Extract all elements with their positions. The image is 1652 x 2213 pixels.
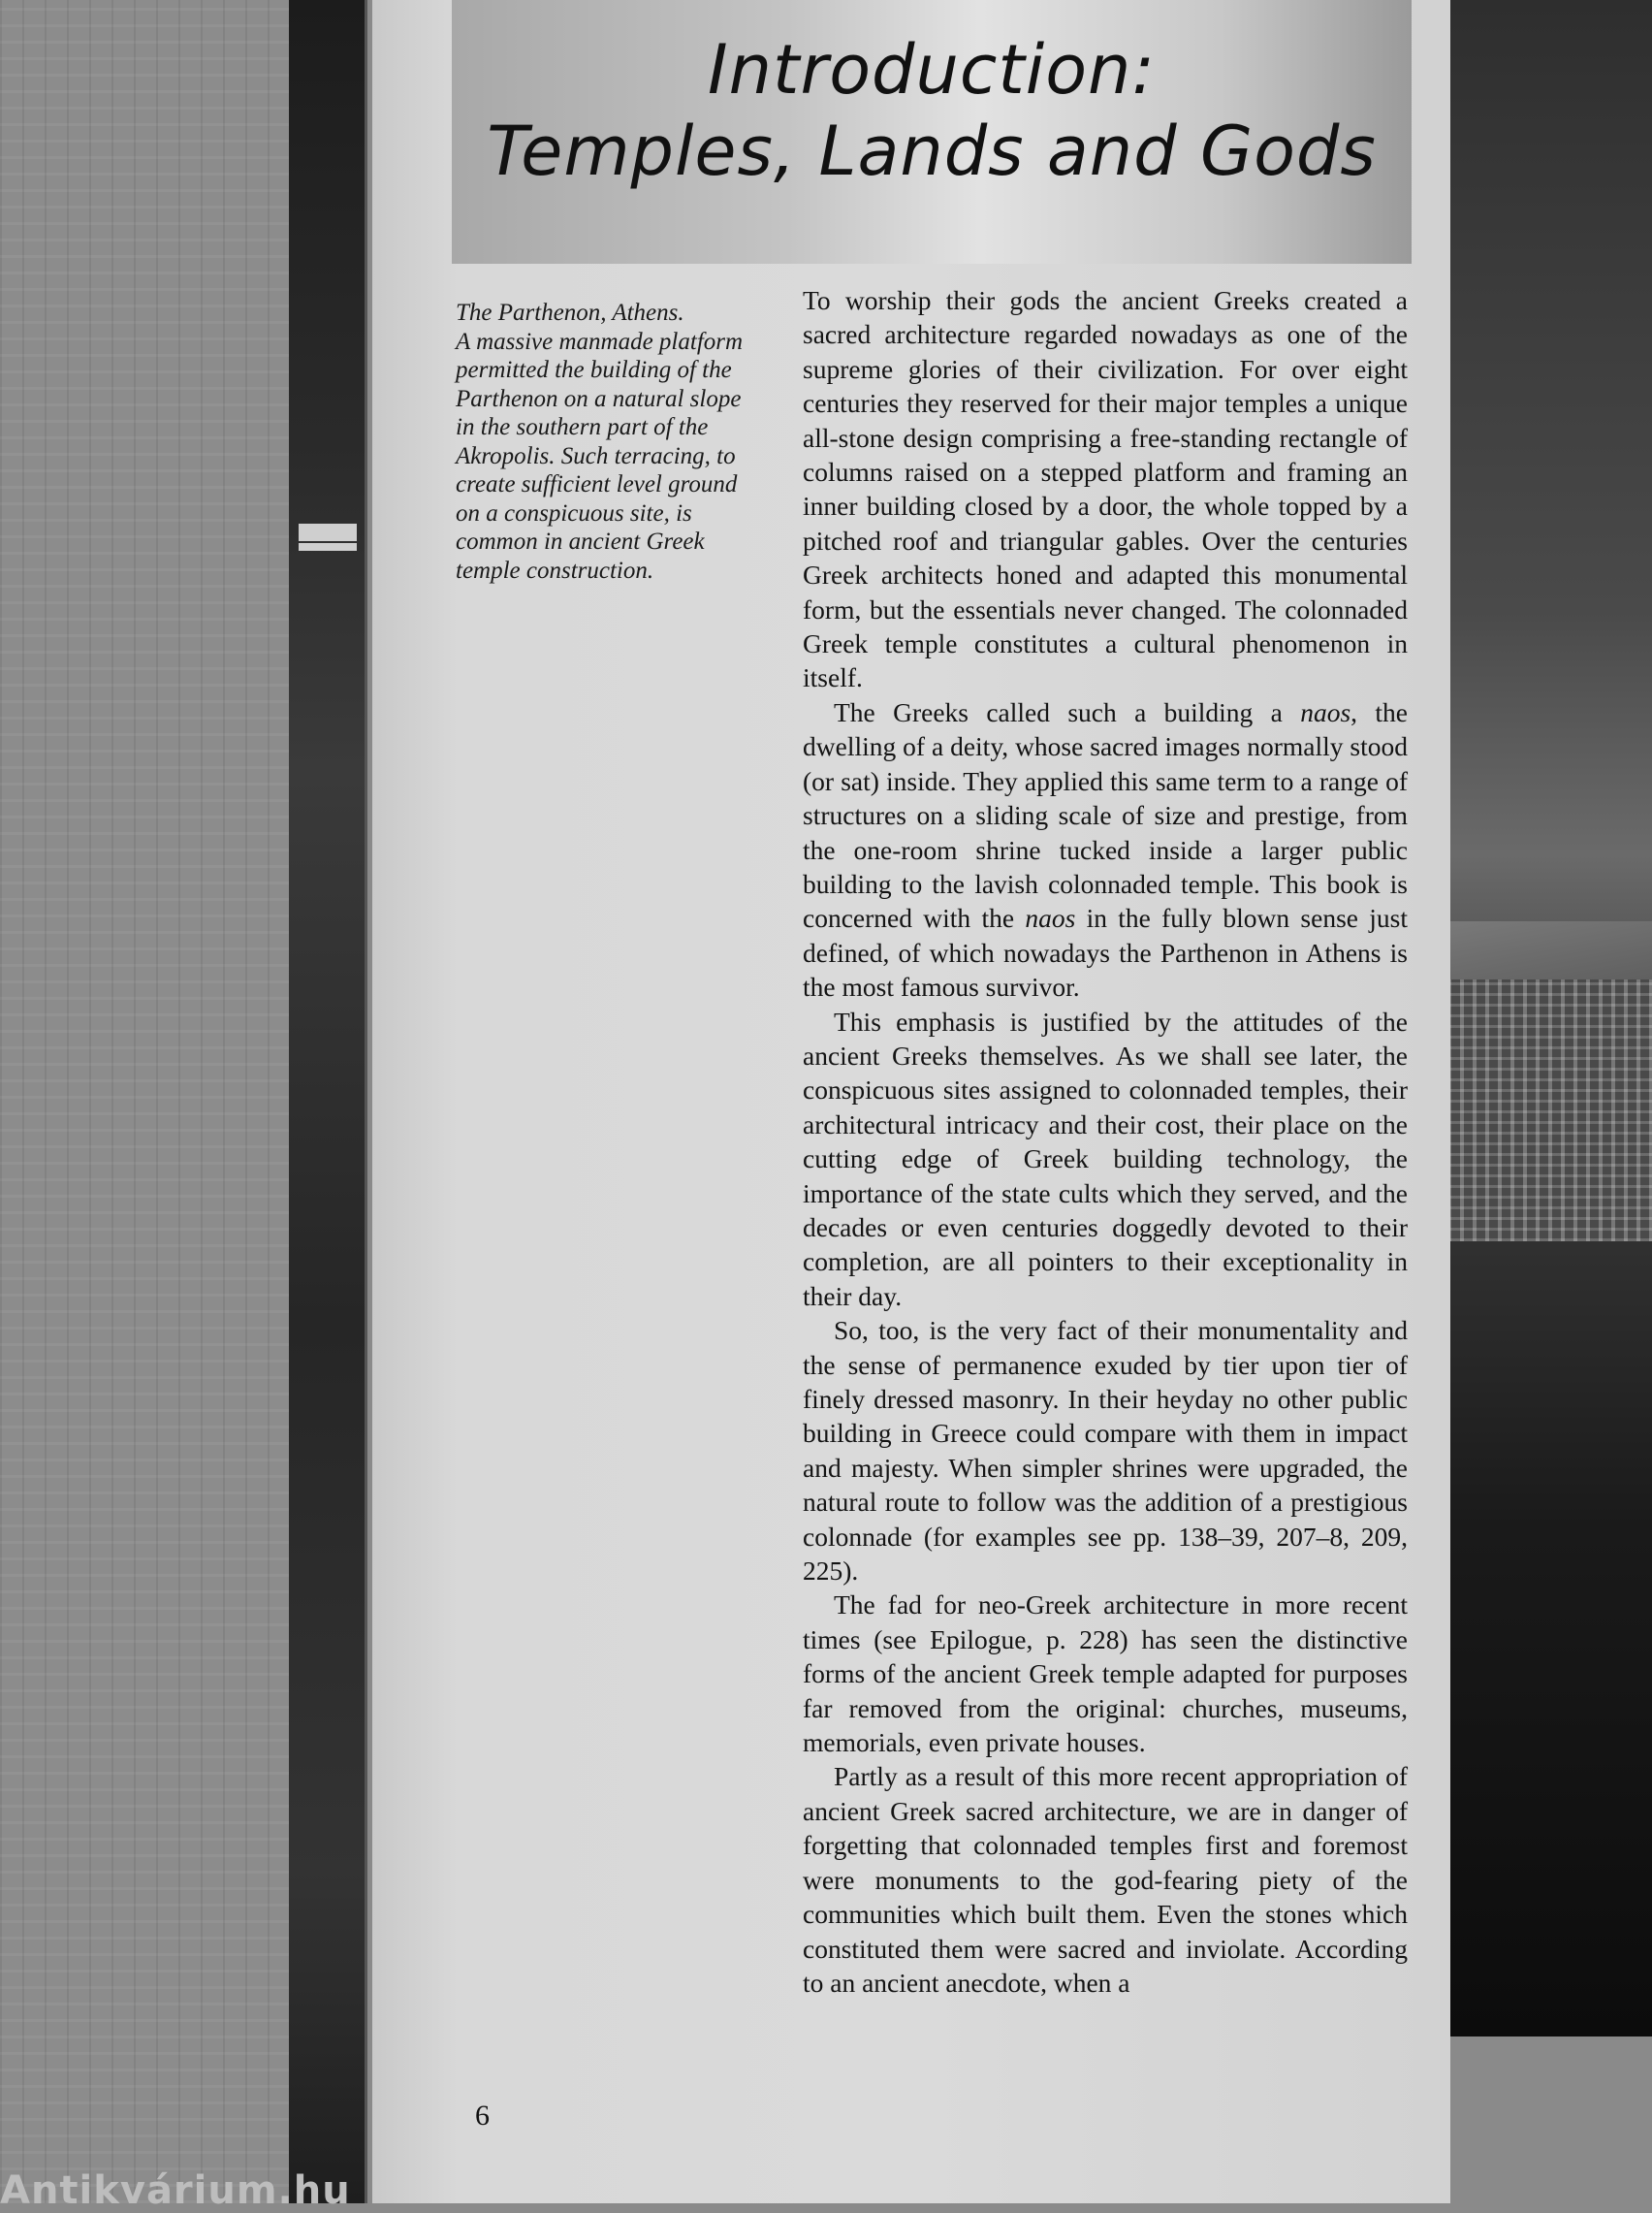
paragraph-4: So, too, is the very fact of their monumentality and the sense of permanence exuded by tier upon tier of finely dressed masonry. In their heyday no other public building in Greece could compare with them in impact and majesty. When simpler shrines were upgraded, the natural route to follow was the addition of a prestigious colonnade (for examples see pp. 138–39, 207–8, 209, 225). [803,1315,1408,1587]
chapter-title [452,0,1412,192]
caption-line: on a conspicuous site, is [456,499,692,527]
background-surface [0,0,301,2203]
body-text [803,283,1408,2000]
caption-line: Parthenon on a natural slope [456,385,742,412]
caption-line: temple construction. [456,557,654,584]
paragraph-2-part: , the dwelling of a deity, whose sacred images normally stood (or sat) inside. They applied this same term to a range of structures on a sliding scale of size and prestige, from the one-room shrine tucked inside a larger public building to the lavish colonnaded temple. This book is concerned with the [803,696,1408,934]
caption-line: create sufficient level ground [456,471,738,497]
page-number: 6 [475,2100,490,2132]
paragraph-2 [803,695,1408,1005]
book-page [372,0,1450,2203]
paragraph-2-part: in the fully blown sense just defined, of which nowadays the Parthenon in Athens is the most famous survivor. [803,903,1408,1003]
caption-line: A massive manmade platform [456,328,744,355]
caption-line: The Parthenon, Athens. [456,300,684,326]
paragraph-1: To worship their gods the ancient Greeks created a sacred architecture regarded nowadays as one of the supreme glories of their civilization. For over eight centuries they reserved for their major temples a unique all-stone design comprising a free-standing rectangle of columns raised on a stepped platform and framing an inner building closed by a door, the whole topped by a pitched roof and triangular gables. Over the centuries Greek architects honed and adapted this monumental form, but the essentials never changed. The colonnaded Greek temple constitutes a cultural phenomenon in itself. [803,285,1408,693]
book-spine-line [365,0,367,2203]
caption-line: common in ancient Greek [456,529,705,555]
paragraph-3: This emphasis is justified by the attitudes of the ancient Greeks themselves. As we shall see later, the conspicuous sites assigned to colonnaded temples, their architectural intricacy and their cost, their place on the cutting edge of Greek building technology, the importance of the state cults which they served, and the decades or even centuries doggedly devoted to their completion, are all pointers to their exceptionality in their day. [803,1006,1408,1311]
watermark-text: Antikvárium.hu [0,2168,351,2213]
caption-line: in the southern part of the [456,414,709,440]
title-banner [452,0,1412,264]
photo-strip-highlight [299,524,357,541]
chapter-title-line1: Introduction: [707,30,1157,110]
photo-strip-highlight [299,543,357,551]
caption-line: permitted the building of the [456,357,732,383]
paragraph-2-part: The Greeks called such a building a [834,696,1301,727]
paragraph-5: The fad for neo-Greek architecture in more recent times (see Epilogue, p. 228) has seen the distinctive forms of the ancient Greek temple adapted for purposes far removed from the original: churches, museums, memorials, even private houses. [803,1589,1408,1758]
photo-caption [456,299,776,585]
chapter-title-line2: Temples, Lands and Gods [487,112,1377,191]
naos-term: naos [1025,903,1076,934]
photo-city [1435,979,1652,1241]
paragraph-6: Partly as a result of this more recent appropriation of ancient Greek sacred architecture, we are in danger of forgetting that colonnaded temples first and foremost were monuments to the god-fearing piety of the communities which built them. Even the stones which constituted them were sacred and inviolate. According to an ancient anecdote, when a [803,1761,1408,1998]
parthenon-photo [1435,0,1652,2037]
previous-page-photo-strip [289,0,365,2203]
naos-term: naos [1300,696,1351,727]
caption-line: Akropolis. Such terracing, to [456,442,736,469]
